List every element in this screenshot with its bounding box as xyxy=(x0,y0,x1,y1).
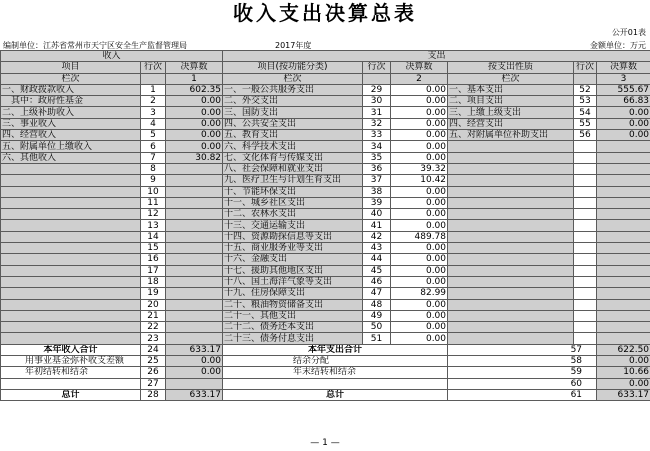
expense-func-amount: 0.00 xyxy=(391,310,448,321)
expense-nature-row-no: 55 xyxy=(574,118,597,129)
table-row xyxy=(1,163,650,174)
income-row-no: 1 xyxy=(141,84,166,95)
expense-nature-item: 四、经营支出 xyxy=(448,118,574,129)
income-item: 四、经营收入 xyxy=(1,130,141,141)
expense-func-amount: 0.00 xyxy=(391,265,448,276)
income-row-no: 8 xyxy=(141,163,166,174)
table-row xyxy=(1,186,650,197)
col-budget: 决算数 xyxy=(391,62,448,73)
expense-nature-row-no xyxy=(574,288,597,299)
expense-nature-item: 三、上缴上级支出 xyxy=(448,107,574,118)
summary-no: 25 xyxy=(141,356,166,367)
income-amount xyxy=(166,209,223,220)
income-amount xyxy=(166,254,223,265)
table-row xyxy=(1,322,650,333)
expense-nature-amount: 555.67 xyxy=(597,84,650,95)
income-item xyxy=(1,299,141,310)
lanci-label: 栏次 xyxy=(223,73,363,84)
header-row-lanci xyxy=(1,73,650,84)
expense-nature-row-no xyxy=(574,141,597,152)
col-row-no: 行次 xyxy=(141,62,166,73)
summary-val: 633.17 xyxy=(166,389,223,400)
income-row-no: 23 xyxy=(141,333,166,344)
expense-func-row-no: 48 xyxy=(363,299,391,310)
col-item-func: 项目(按功能分类) xyxy=(223,62,363,73)
expense-nature-item xyxy=(448,254,574,265)
summary-eval: 0.00 xyxy=(597,378,650,389)
expense-nature-amount xyxy=(597,163,650,174)
expense-func-row-no: 29 xyxy=(363,84,391,95)
income-row-no: 18 xyxy=(141,276,166,287)
expense-nature-amount xyxy=(597,322,650,333)
expense-nature-row-no xyxy=(574,209,597,220)
summary-eval: 10.66 xyxy=(597,367,650,378)
expense-func-amount: 0.00 xyxy=(391,118,448,129)
expense-func-amount: 0.00 xyxy=(391,220,448,231)
summary-no: 27 xyxy=(141,378,166,389)
expense-header: 支出 xyxy=(223,51,650,62)
summary-eval: 622.50 xyxy=(597,344,650,355)
expense-nature-amount xyxy=(597,254,650,265)
income-amount: 0.00 xyxy=(166,130,223,141)
expense-func-amount: 0.00 xyxy=(391,197,448,208)
expense-func-row-no: 33 xyxy=(363,130,391,141)
expense-nature-amount xyxy=(597,197,650,208)
expense-nature-item: 一、基本支出 xyxy=(448,84,574,95)
expense-func-row-no: 32 xyxy=(363,118,391,129)
report-year: 2017年度 xyxy=(275,41,312,50)
expense-nature-amount xyxy=(597,333,650,344)
expense-nature-item xyxy=(448,141,574,152)
col-item: 项目 xyxy=(1,62,141,73)
summary-eval: 633.17 xyxy=(597,389,650,400)
summary-elabel: 结余分配 xyxy=(223,356,448,367)
summary-eno: 57 xyxy=(448,344,597,355)
expense-nature-row-no xyxy=(574,220,597,231)
income-amount xyxy=(166,231,223,242)
table-row xyxy=(1,231,650,242)
page-title: 收入支出决算总表 xyxy=(233,1,417,25)
income-row-no: 2 xyxy=(141,96,166,107)
income-item xyxy=(1,231,141,242)
col-budget: 决算数 xyxy=(597,62,650,73)
table-row xyxy=(1,141,650,152)
expense-func-row-no: 51 xyxy=(363,333,391,344)
expense-nature-row-no xyxy=(574,322,597,333)
expense-nature-amount xyxy=(597,243,650,254)
expense-func-row-no: 47 xyxy=(363,288,391,299)
expense-nature-row-no: 56 xyxy=(574,130,597,141)
expense-nature-item xyxy=(448,333,574,344)
income-header: 收入 xyxy=(1,51,223,62)
income-amount xyxy=(166,276,223,287)
summary-row xyxy=(1,367,650,378)
expense-nature-row-no xyxy=(574,231,597,242)
expense-func-item: 二十一、其他支出 xyxy=(223,310,363,321)
header-row-columns xyxy=(1,62,650,73)
expense-nature-amount xyxy=(597,186,650,197)
expense-nature-amount xyxy=(597,288,650,299)
income-amount xyxy=(166,186,223,197)
expense-nature-item xyxy=(448,276,574,287)
income-row-no: 6 xyxy=(141,141,166,152)
expense-func-amount: 0.00 xyxy=(391,243,448,254)
expense-nature-amount xyxy=(597,276,650,287)
summary-label xyxy=(1,378,141,389)
income-item xyxy=(1,288,141,299)
empty-cell xyxy=(141,73,166,84)
expense-nature-row-no xyxy=(574,152,597,163)
expense-nature-row-no xyxy=(574,333,597,344)
income-row-no: 17 xyxy=(141,265,166,276)
lanci-label: 栏次 xyxy=(1,73,141,84)
expense-func-amount: 0.00 xyxy=(391,84,448,95)
income-item xyxy=(1,209,141,220)
expense-func-row-no: 37 xyxy=(363,175,391,186)
table-row xyxy=(1,220,650,231)
income-item xyxy=(1,322,141,333)
income-amount xyxy=(166,197,223,208)
income-amount xyxy=(166,175,223,186)
table-row xyxy=(1,265,650,276)
expense-nature-amount: 0.00 xyxy=(597,130,650,141)
expense-nature-amount xyxy=(597,209,650,220)
expense-nature-item xyxy=(448,186,574,197)
expense-func-item: 八、社会保障和就业支出 xyxy=(223,163,363,174)
income-row-no: 12 xyxy=(141,209,166,220)
income-amount xyxy=(166,265,223,276)
expense-nature-row-no xyxy=(574,175,597,186)
expense-func-item: 二十二、债务还本支出 xyxy=(223,322,363,333)
table-row xyxy=(1,254,650,265)
income-item: 一、财政拨款收入 xyxy=(1,84,141,95)
expense-nature-row-no xyxy=(574,254,597,265)
expense-func-row-no: 42 xyxy=(363,231,391,242)
income-item: 五、附属单位上缴收入 xyxy=(1,141,141,152)
summary-no: 26 xyxy=(141,367,166,378)
expense-nature-amount: 66.83 xyxy=(597,96,650,107)
summary-eno: 60 xyxy=(448,378,597,389)
expense-nature-row-no xyxy=(574,186,597,197)
income-row-no: 15 xyxy=(141,243,166,254)
empty-cell xyxy=(363,73,391,84)
expense-func-item: 十七、援助其他地区支出 xyxy=(223,265,363,276)
expense-func-item: 二、外交支出 xyxy=(223,96,363,107)
summary-eno: 61 xyxy=(448,389,597,400)
expense-func-amount: 39.32 xyxy=(391,163,448,174)
expense-nature-row-no xyxy=(574,310,597,321)
expense-func-row-no: 34 xyxy=(363,141,391,152)
expense-func-row-no: 39 xyxy=(363,197,391,208)
summary-label: 本年收入合计 xyxy=(1,344,141,355)
income-item xyxy=(1,175,141,186)
expense-func-item: 三、国防支出 xyxy=(223,107,363,118)
income-item xyxy=(1,243,141,254)
expense-nature-amount xyxy=(597,231,650,242)
expense-func-row-no: 50 xyxy=(363,322,391,333)
expense-nature-row-no: 52 xyxy=(574,84,597,95)
expense-func-amount: 0.00 xyxy=(391,141,448,152)
expense-nature-amount xyxy=(597,141,650,152)
summary-val: 633.17 xyxy=(166,344,223,355)
income-amount xyxy=(166,299,223,310)
col-row-no: 行次 xyxy=(363,62,391,73)
expense-nature-row-no xyxy=(574,163,597,174)
expense-nature-amount xyxy=(597,310,650,321)
income-row-no: 14 xyxy=(141,231,166,242)
table-row xyxy=(1,130,650,141)
income-row-no: 10 xyxy=(141,186,166,197)
expense-func-amount: 0.00 xyxy=(391,333,448,344)
table-row xyxy=(1,107,650,118)
expense-func-amount: 0.00 xyxy=(391,130,448,141)
col-index: 2 xyxy=(391,73,448,84)
expense-func-item: 六、科学技术支出 xyxy=(223,141,363,152)
table-row xyxy=(1,175,650,186)
income-amount xyxy=(166,163,223,174)
expense-func-row-no: 46 xyxy=(363,276,391,287)
expense-func-amount: 0.00 xyxy=(391,152,448,163)
expense-nature-item xyxy=(448,322,574,333)
income-item: 二、上级补助收入 xyxy=(1,107,141,118)
expense-func-item: 十八、国土海洋气象等支出 xyxy=(223,276,363,287)
expense-func-amount: 0.00 xyxy=(391,209,448,220)
expense-func-item: 十一、城乡社区支出 xyxy=(223,197,363,208)
income-row-no: 22 xyxy=(141,322,166,333)
expense-func-row-no: 38 xyxy=(363,186,391,197)
expense-func-amount: 0.00 xyxy=(391,254,448,265)
income-row-no: 9 xyxy=(141,175,166,186)
summary-row xyxy=(1,356,650,367)
expense-func-item: 五、教育支出 xyxy=(223,130,363,141)
income-item xyxy=(1,163,141,174)
expense-nature-item xyxy=(448,163,574,174)
expense-nature-row-no xyxy=(574,265,597,276)
income-item xyxy=(1,254,141,265)
income-row-no: 7 xyxy=(141,152,166,163)
income-amount: 602.35 xyxy=(166,84,223,95)
income-amount: 0.00 xyxy=(166,141,223,152)
expense-nature-item xyxy=(448,299,574,310)
income-amount xyxy=(166,243,223,254)
income-amount: 0.00 xyxy=(166,96,223,107)
income-row-no: 13 xyxy=(141,220,166,231)
table-row xyxy=(1,276,650,287)
income-amount: 0.00 xyxy=(166,107,223,118)
unit-label: 编制单位：江苏省常州市天宁区安全生产监督管理局 xyxy=(3,41,187,50)
summary-elabel: 年末结转和结余 xyxy=(223,367,448,378)
table-row xyxy=(1,299,650,310)
expense-func-amount: 0.00 xyxy=(391,276,448,287)
col-item-nature: 按支出性质 xyxy=(448,62,574,73)
expense-func-amount: 0.00 xyxy=(391,322,448,333)
expense-nature-amount xyxy=(597,299,650,310)
table-row xyxy=(1,118,650,129)
expense-func-item: 七、文化体育与传媒支出 xyxy=(223,152,363,163)
summary-label: 年初结转和结余 xyxy=(1,367,141,378)
summary-row xyxy=(1,389,650,400)
page-number: — 1 — xyxy=(310,438,340,448)
expense-func-row-no: 36 xyxy=(363,163,391,174)
income-item xyxy=(1,197,141,208)
income-amount xyxy=(166,288,223,299)
expense-func-item: 四、公共安全支出 xyxy=(223,118,363,129)
summary-label: 用事业基金弥补收支差额 xyxy=(1,356,141,367)
income-row-no: 4 xyxy=(141,118,166,129)
expense-nature-item xyxy=(448,220,574,231)
expense-func-item: 二十、粮油物资储备支出 xyxy=(223,299,363,310)
income-row-no: 16 xyxy=(141,254,166,265)
expense-func-item: 二十三、债务付息支出 xyxy=(223,333,363,344)
expense-func-item: 十五、商业服务业等支出 xyxy=(223,243,363,254)
expense-nature-item: 五、对附属单位补助支出 xyxy=(448,130,574,141)
table-row xyxy=(1,333,650,344)
summary-val: 0.00 xyxy=(166,356,223,367)
income-row-no: 21 xyxy=(141,310,166,321)
expense-func-row-no: 35 xyxy=(363,152,391,163)
col-index: 3 xyxy=(597,73,650,84)
expense-nature-item xyxy=(448,243,574,254)
income-item xyxy=(1,310,141,321)
expense-nature-item xyxy=(448,310,574,321)
expense-func-amount: 0.00 xyxy=(391,96,448,107)
income-amount xyxy=(166,220,223,231)
summary-val: 0.00 xyxy=(166,367,223,378)
summary-label: 总计 xyxy=(1,389,141,400)
expense-func-amount: 82.99 xyxy=(391,288,448,299)
expense-nature-item xyxy=(448,265,574,276)
expense-func-item: 十六、金融支出 xyxy=(223,254,363,265)
expense-nature-item xyxy=(448,197,574,208)
amount-unit: 金额单位：万元 xyxy=(590,41,646,50)
income-item: 三、事业收入 xyxy=(1,118,141,129)
expense-func-item: 十二、农林水支出 xyxy=(223,209,363,220)
expense-nature-row-no xyxy=(574,197,597,208)
table-row xyxy=(1,288,650,299)
expense-func-row-no: 49 xyxy=(363,310,391,321)
expense-func-amount: 0.00 xyxy=(391,186,448,197)
col-row-no: 行次 xyxy=(574,62,597,73)
expense-nature-item xyxy=(448,152,574,163)
expense-nature-amount xyxy=(597,220,650,231)
empty-cell xyxy=(574,73,597,84)
income-row-no: 19 xyxy=(141,288,166,299)
expense-func-item: 十三、交通运输支出 xyxy=(223,220,363,231)
expense-nature-row-no xyxy=(574,299,597,310)
expense-nature-item xyxy=(448,209,574,220)
expense-func-item: 九、医疗卫生与计划生育支出 xyxy=(223,175,363,186)
table-row xyxy=(1,152,650,163)
income-item xyxy=(1,220,141,231)
expense-func-item: 十四、资源勘探信息等支出 xyxy=(223,231,363,242)
income-item xyxy=(1,265,141,276)
summary-elabel: 本年支出合计 xyxy=(223,344,448,355)
expense-func-row-no: 40 xyxy=(363,209,391,220)
table-row xyxy=(1,243,650,254)
summary-row xyxy=(1,344,650,355)
income-row-no: 11 xyxy=(141,197,166,208)
expense-func-amount: 10.42 xyxy=(391,175,448,186)
income-row-no: 5 xyxy=(141,130,166,141)
final-accounts-table xyxy=(0,50,650,401)
table-row xyxy=(1,310,650,321)
expense-nature-item: 二、项目支出 xyxy=(448,96,574,107)
income-row-no: 20 xyxy=(141,299,166,310)
expense-func-item: 十、节能环保支出 xyxy=(223,186,363,197)
expense-nature-item xyxy=(448,231,574,242)
lanci-label: 栏次 xyxy=(448,73,574,84)
expense-func-row-no: 31 xyxy=(363,107,391,118)
expense-nature-row-no: 53 xyxy=(574,96,597,107)
income-item: 其中：政府性基金 xyxy=(1,96,141,107)
expense-func-amount: 0.00 xyxy=(391,299,448,310)
col-budget: 决算数 xyxy=(166,62,223,73)
expense-func-amount: 489.78 xyxy=(391,231,448,242)
income-amount xyxy=(166,333,223,344)
expense-nature-amount xyxy=(597,175,650,186)
summary-val xyxy=(166,378,223,389)
income-amount: 0.00 xyxy=(166,118,223,129)
expense-nature-item xyxy=(448,175,574,186)
expense-func-row-no: 43 xyxy=(363,243,391,254)
income-item xyxy=(1,276,141,287)
expense-nature-amount: 0.00 xyxy=(597,107,650,118)
expense-nature-amount xyxy=(597,152,650,163)
income-row-no: 3 xyxy=(141,107,166,118)
summary-eno: 58 xyxy=(448,356,597,367)
expense-func-row-no: 45 xyxy=(363,265,391,276)
income-item xyxy=(1,333,141,344)
income-item xyxy=(1,186,141,197)
summary-eval: 0.00 xyxy=(597,356,650,367)
table-row xyxy=(1,96,650,107)
header-row-section xyxy=(1,51,650,62)
income-amount xyxy=(166,310,223,321)
table-row xyxy=(1,197,650,208)
expense-nature-row-no xyxy=(574,276,597,287)
expense-func-amount: 0.00 xyxy=(391,107,448,118)
income-item: 六、其他收入 xyxy=(1,152,141,163)
summary-no: 24 xyxy=(141,344,166,355)
income-amount: 30.82 xyxy=(166,152,223,163)
table-row xyxy=(1,84,650,95)
summary-row xyxy=(1,378,650,389)
summary-no: 28 xyxy=(141,389,166,400)
summary-elabel: 总计 xyxy=(223,389,448,400)
form-code: 公开01表 xyxy=(611,28,646,37)
expense-nature-row-no: 54 xyxy=(574,107,597,118)
col-index: 1 xyxy=(166,73,223,84)
summary-eno: 59 xyxy=(448,367,597,378)
summary-elabel xyxy=(223,378,448,389)
income-amount xyxy=(166,322,223,333)
expense-func-row-no: 44 xyxy=(363,254,391,265)
expense-nature-amount: 0.00 xyxy=(597,118,650,129)
expense-func-row-no: 41 xyxy=(363,220,391,231)
table-row xyxy=(1,209,650,220)
expense-nature-amount xyxy=(597,265,650,276)
expense-nature-item xyxy=(448,288,574,299)
expense-nature-row-no xyxy=(574,243,597,254)
expense-func-row-no: 30 xyxy=(363,96,391,107)
expense-func-item: 一、一般公共服务支出 xyxy=(223,84,363,95)
expense-func-item: 十九、住房保障支出 xyxy=(223,288,363,299)
